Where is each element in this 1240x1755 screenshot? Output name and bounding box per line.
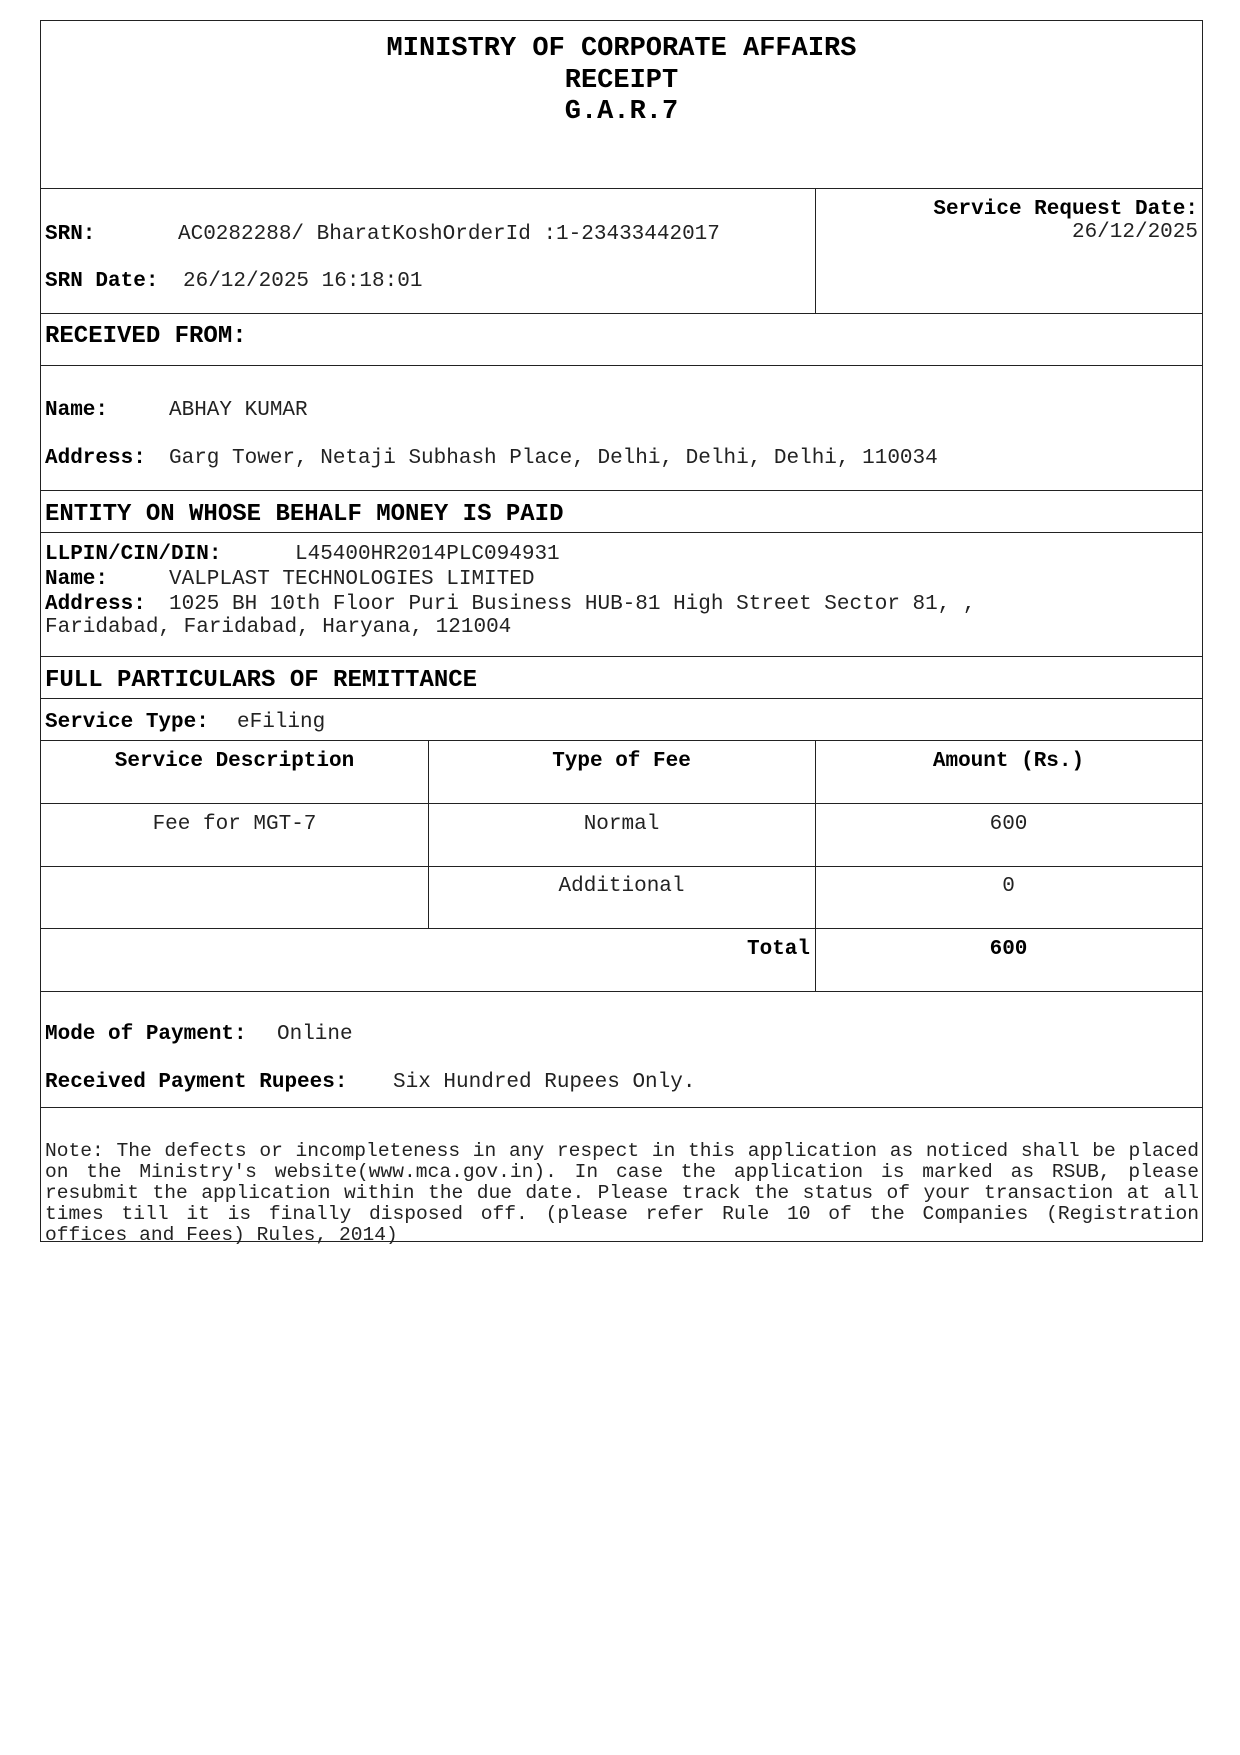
service-request-date-value: 26/12/2025	[1071, 221, 1198, 244]
payment-mode-value: Online	[277, 1023, 353, 1046]
received-from-heading: RECEIVED FROM:	[45, 323, 247, 350]
divider	[41, 698, 1202, 699]
service-type-value: eFiling	[237, 711, 326, 734]
table-divider	[41, 991, 1202, 992]
payer-name-value: ABHAY KUMAR	[169, 399, 308, 422]
ministry-title: MINISTRY OF CORPORATE AFFAIRS	[386, 34, 857, 64]
srn-label: SRN:	[45, 223, 96, 246]
divider	[815, 188, 816, 313]
entity-heading: ENTITY ON WHOSE BEHALF MONEY IS PAID	[45, 501, 564, 528]
entity-name-label: Name:	[45, 568, 109, 591]
table-divider	[41, 928, 1202, 929]
divider	[41, 365, 1202, 366]
table-divider	[41, 866, 1202, 867]
column-header-fee-type: Type of Fee	[552, 750, 691, 773]
divider	[41, 188, 1202, 189]
srn-date-value: 26/12/2025 16:18:01	[183, 270, 423, 293]
entity-name-value: VALPLAST TECHNOLOGIES LIMITED	[169, 568, 535, 591]
service-type-label: Service Type:	[45, 711, 209, 734]
row-amount: 600	[989, 813, 1028, 836]
srn-date-label: SRN Date:	[45, 270, 159, 293]
row-amount: 0	[1002, 875, 1015, 898]
table-divider	[41, 803, 1202, 804]
entity-address-line1: 1025 BH 10th Floor Puri Business HUB-81 High Street Sector 81, ,	[169, 593, 976, 616]
payer-name-label: Name:	[45, 399, 109, 422]
divider	[41, 656, 1202, 657]
entity-address-label: Address:	[45, 593, 146, 616]
divider	[41, 740, 1202, 741]
entity-address-line2: Faridabad, Faridabad, Haryana, 121004	[45, 616, 512, 639]
column-header-amount: Amount (Rs.)	[932, 750, 1085, 773]
divider	[41, 532, 1202, 533]
payer-address-label: Address:	[45, 447, 146, 470]
divider	[41, 313, 1202, 314]
row-description: Fee for MGT-7	[152, 813, 317, 836]
divider	[41, 490, 1202, 491]
service-request-date-label: Service Request Date:	[933, 198, 1198, 221]
row-fee-type: Normal	[583, 813, 660, 836]
divider	[41, 1107, 1202, 1108]
total-value: 600	[989, 938, 1028, 961]
form-code: G.A.R.7	[564, 97, 679, 127]
payment-mode-label: Mode of Payment:	[45, 1023, 247, 1046]
row-fee-type: Additional	[558, 875, 685, 898]
total-label: Total	[746, 938, 810, 961]
receipt-document	[40, 20, 1203, 1246]
column-header-description: Service Description	[114, 750, 355, 773]
remittance-heading: FULL PARTICULARS OF REMITTANCE	[45, 667, 478, 694]
note-text: Note: The defects or incompleteness in any respect in this application as noticed shall be placed on the Ministry's website(www.mca.gov.in). In case the application is marked as RSUB, please resubmit the application within the due date. Please track the status of your transaction at all times till it is finally disposed off. (please refer Rule 10 of the Companies (Registration offices and Fees) Rules, 2014)	[45, 1140, 1199, 1246]
received-payment-label: Received Payment Rupees:	[45, 1071, 348, 1094]
entity-id-value: L45400HR2014PLC094931	[295, 543, 560, 566]
received-payment-value: Six Hundred Rupees Only.	[393, 1071, 696, 1094]
entity-id-label: LLPIN/CIN/DIN:	[45, 543, 222, 566]
srn-value: AC0282288/ BharatKoshOrderId :1-23433442017	[178, 223, 720, 246]
receipt-title: RECEIPT	[564, 66, 679, 96]
payer-address-value: Garg Tower, Netaji Subhash Place, Delhi, Delhi, Delhi, 110034	[169, 447, 938, 470]
